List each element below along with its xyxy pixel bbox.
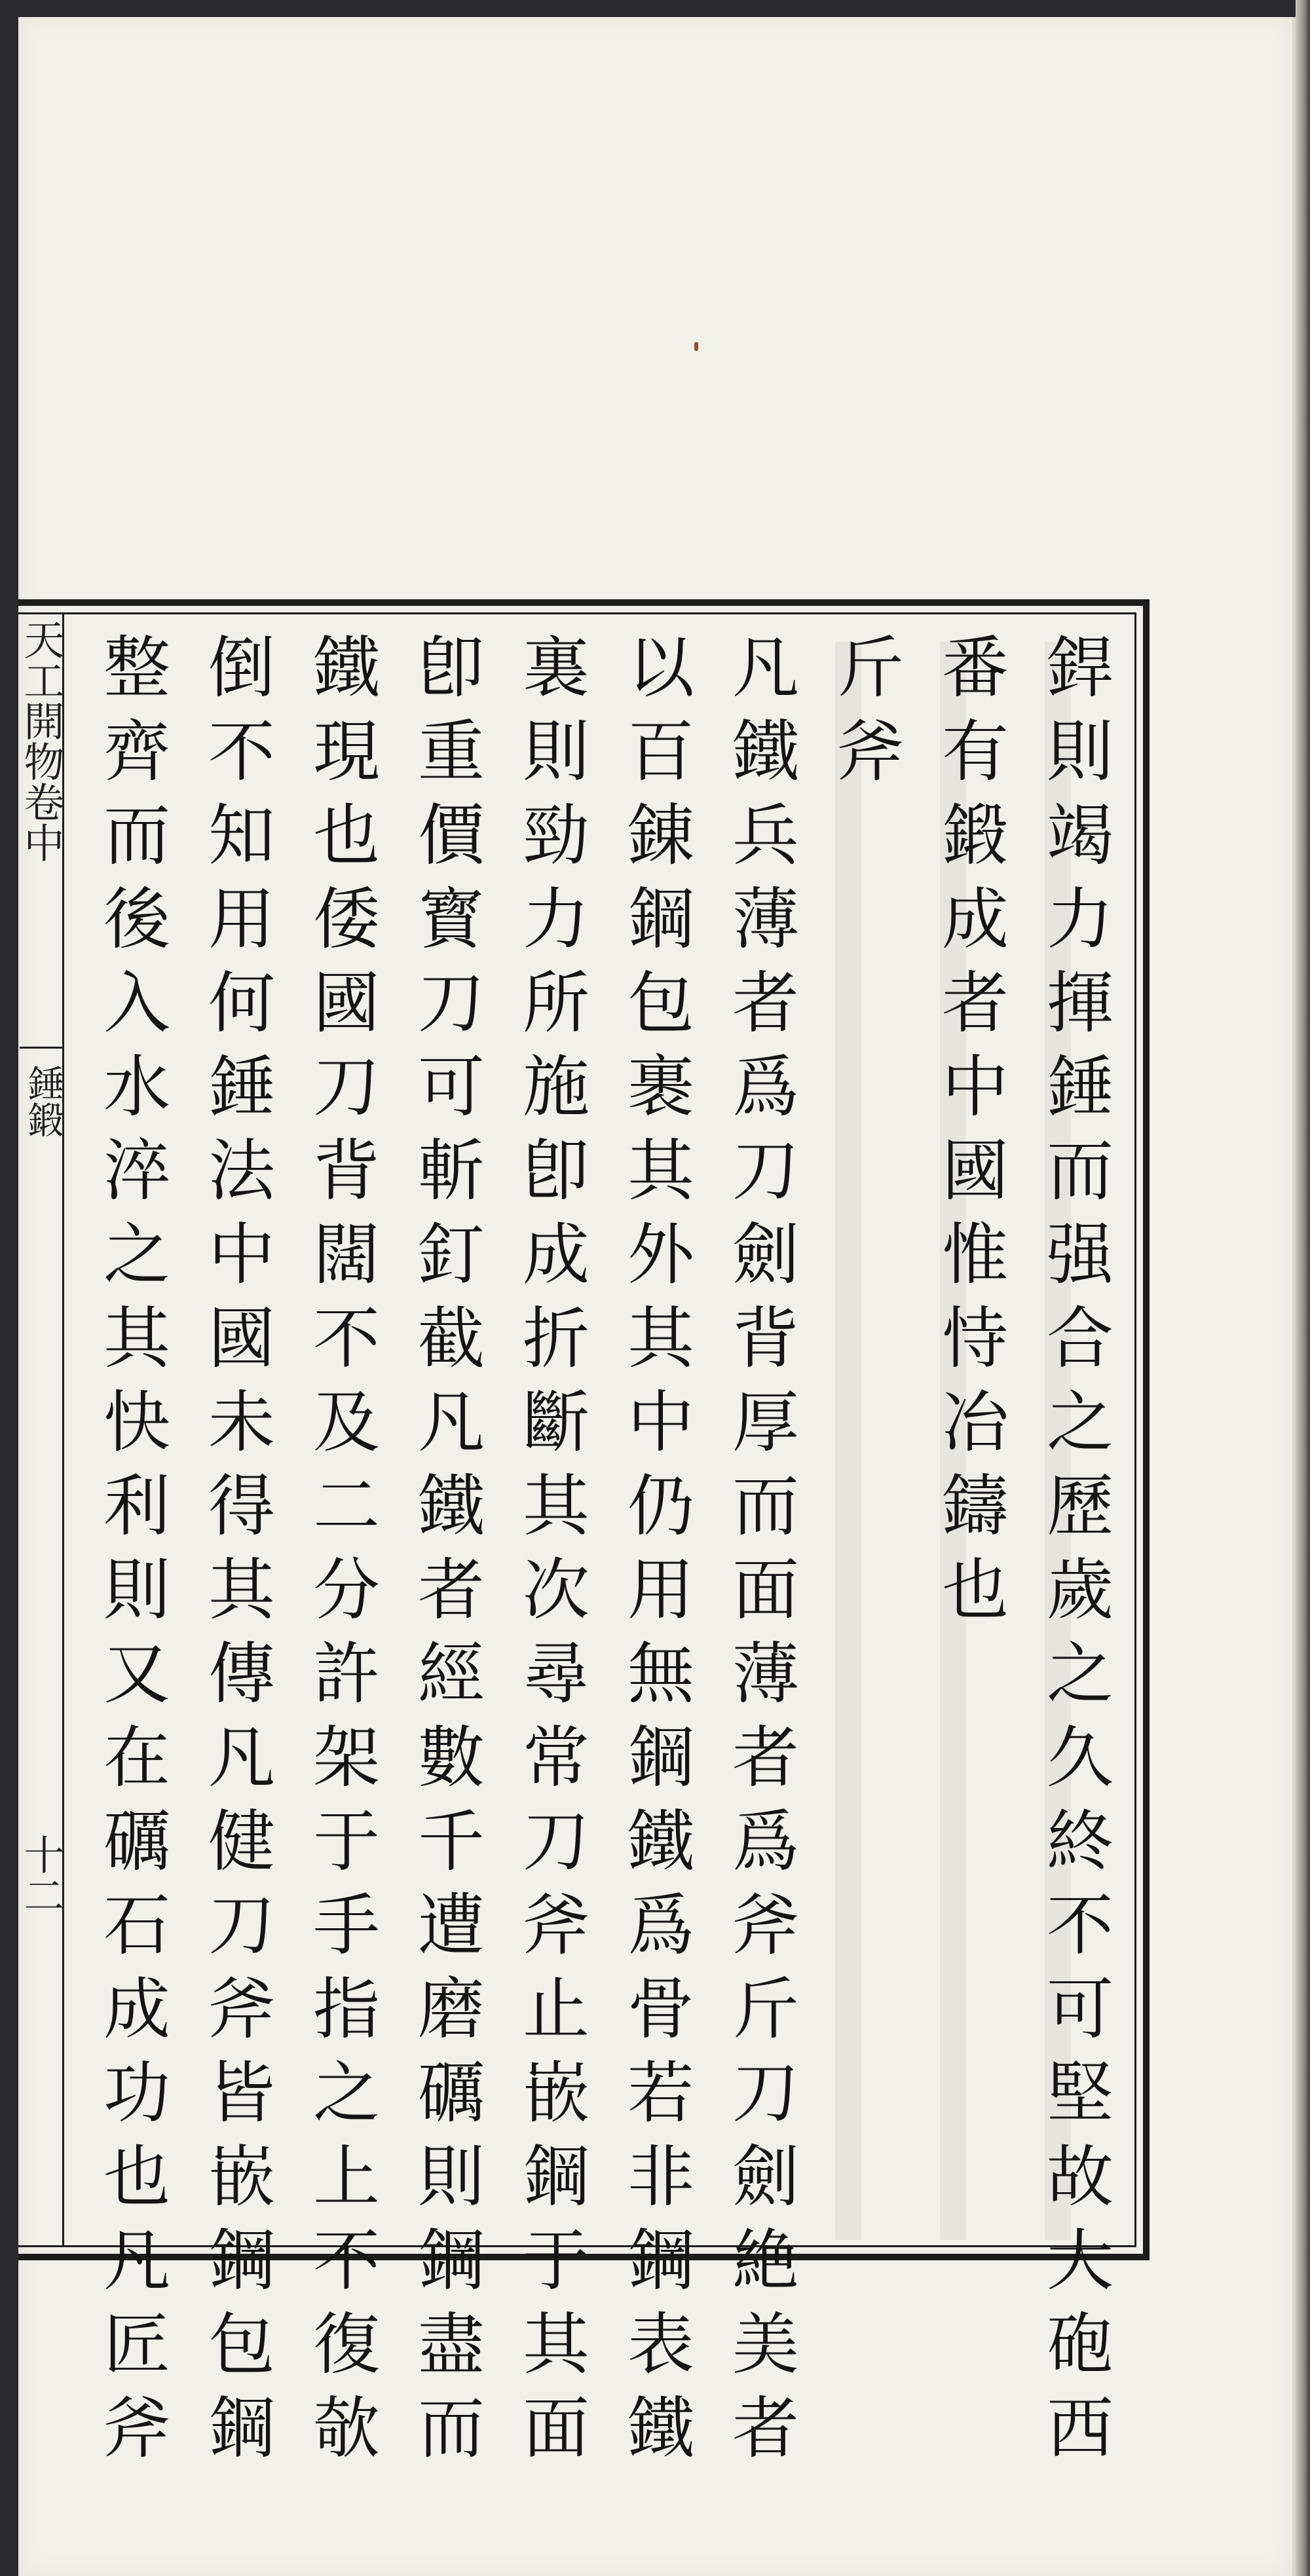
gutter-chapter-title: 錘鍛	[22, 1064, 64, 1138]
gutter-page-number: 十二	[17, 1834, 65, 1915]
text-column-9: 倒不知用何錘法中國未得其傳凡健刀斧皆嵌鋼包鋼	[197, 632, 275, 2476]
gutter-divider	[20, 1047, 63, 1049]
text-column-8: 鐵現也倭國刀背闊不及二分許架于手指之上不復欹	[302, 632, 380, 2476]
text-column-2: 番有鍛成者中國惟恃冶鑄也	[931, 632, 1009, 1638]
text-column-3: 斤斧	[826, 632, 904, 800]
page-edge-shadow	[1296, 0, 1310, 2576]
text-column-1: 銲則竭力揮錘而强合之歷歲之久終不可堅故大砲西	[1036, 632, 1114, 2476]
text-column-7: 卽重價寳刀可斬釘截凡鐵者經數千遭磨礪則鋼盡而	[407, 632, 485, 2476]
text-column-4: 凡鐵兵薄者爲刀劍背厚而面薄者爲斧斤刀劍絶美者	[721, 632, 799, 2476]
text-column-6: 裏則勁力所施卽成折斷其次尋常刀斧止嵌鋼于其面	[512, 632, 590, 2476]
text-column-10: 整齊而後入水淬之其快利則又在礪石成功也凡匠斧	[92, 632, 170, 2476]
paper-speck	[694, 342, 698, 351]
gutter-book-title: 天工開物卷中	[17, 619, 65, 863]
text-column-5: 以百錬鋼包裹其外其中仍用無鋼鐵爲骨若非鋼表鐵	[616, 632, 694, 2476]
